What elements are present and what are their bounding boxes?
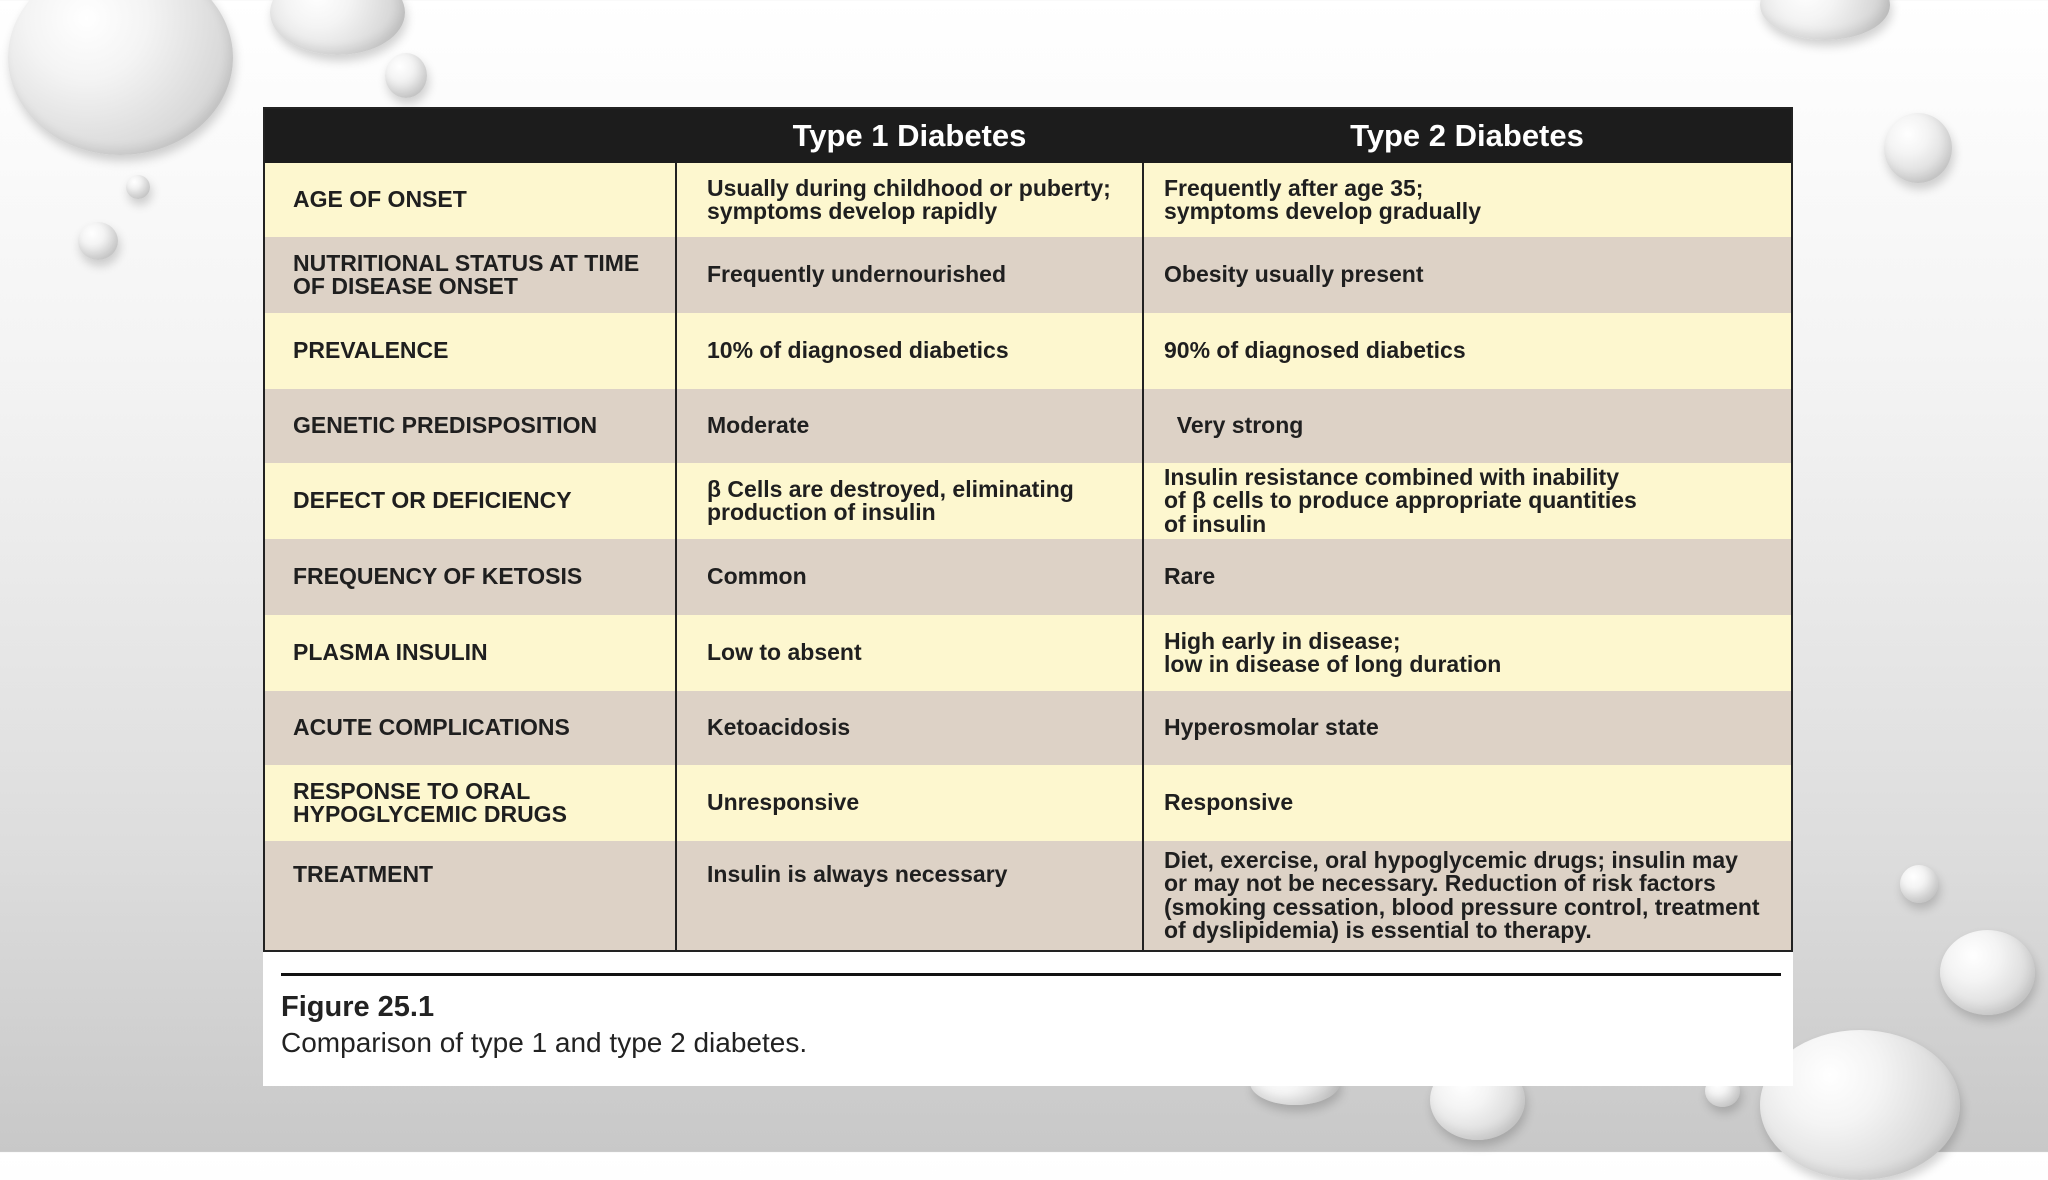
figure-caption: Comparison of type 1 and type 2 diabetes.	[281, 1027, 808, 1058]
type1-cell: Common	[676, 539, 1143, 615]
comparison-table	[263, 107, 1793, 952]
table-row	[264, 691, 1792, 765]
water-drop	[8, 0, 233, 155]
type1-cell: 10% of diagnosed diabetics	[676, 313, 1143, 389]
table-row	[264, 313, 1792, 389]
table-row	[264, 237, 1792, 313]
row-label-cell: ACUTE COMPLICATIONS	[264, 691, 676, 765]
table-header-row	[264, 108, 1792, 163]
table-row	[264, 841, 1792, 951]
table-row	[264, 163, 1792, 237]
row-label-cell: GENETIC PREDISPOSITION	[264, 389, 676, 463]
type2-cell: Rare	[1143, 539, 1792, 615]
row-label-cell: AGE OF ONSET	[264, 163, 676, 237]
figure-label: Figure 25.1	[281, 991, 435, 1023]
water-drop	[1760, 0, 1890, 40]
header-blank	[264, 108, 676, 163]
row-label-cell: DEFECT OR DEFICIENCY	[264, 463, 676, 539]
table-row	[264, 615, 1792, 691]
type1-cell: Moderate	[676, 389, 1143, 463]
type2-cell: 90% of diagnosed diabetics	[1143, 313, 1792, 389]
type2-cell: High early in disease; low in disease of long duration	[1143, 615, 1792, 691]
row-label-cell: FREQUENCY OF KETOSIS	[264, 539, 676, 615]
table-row	[264, 539, 1792, 615]
type1-cell: Low to absent	[676, 615, 1143, 691]
water-drop	[126, 175, 150, 199]
water-drop	[1940, 930, 2035, 1015]
water-drop	[78, 222, 118, 260]
type2-cell: Frequently after age 35; symptoms develop gradually	[1143, 163, 1792, 237]
type1-cell: Usually during childhood or puberty; symptoms develop rapidly	[676, 163, 1143, 237]
type1-cell: Frequently undernourished	[676, 237, 1143, 313]
header-type1: Type 1 Diabetes	[676, 108, 1143, 163]
row-label-cell: TREATMENT	[264, 841, 676, 951]
table-row	[264, 389, 1792, 463]
type2-cell: Responsive	[1143, 765, 1792, 841]
type2-cell: Obesity usually present	[1143, 237, 1792, 313]
type2-cell: Very strong	[1143, 389, 1792, 463]
table-row	[264, 463, 1792, 539]
type1-cell: Unresponsive	[676, 765, 1143, 841]
type2-cell: Insulin resistance combined with inability of β cells to produce appropriate quantities of insulin	[1143, 463, 1792, 539]
header-type2: Type 2 Diabetes	[1143, 108, 1792, 163]
row-label-cell: NUTRITIONAL STATUS AT TIME OF DISEASE ONSET	[264, 237, 676, 313]
water-drop	[1900, 865, 1938, 903]
type1-cell: β Cells are destroyed, eliminating production of insulin	[676, 463, 1143, 539]
caption-divider	[281, 973, 1781, 976]
type1-cell: Ketoacidosis	[676, 691, 1143, 765]
table-row	[264, 765, 1792, 841]
row-label-cell: PREVALENCE	[264, 313, 676, 389]
type2-cell: Diet, exercise, oral hypoglycemic drugs; insulin may or may not be necessary. Reduction of risk factors (smoking cessation, blood pressure control, treatment of dyslipidemia) is essential to therapy.	[1143, 841, 1792, 951]
water-drop	[1884, 113, 1952, 183]
figure-panel	[263, 107, 1793, 1086]
type2-cell: Hyperosmolar state	[1143, 691, 1792, 765]
water-drop	[385, 53, 427, 98]
row-label-cell: PLASMA INSULIN	[264, 615, 676, 691]
row-label-cell: RESPONSE TO ORAL HYPOGLYCEMIC DRUGS	[264, 765, 676, 841]
water-drop	[270, 0, 405, 55]
type1-cell: Insulin is always necessary	[676, 841, 1143, 951]
